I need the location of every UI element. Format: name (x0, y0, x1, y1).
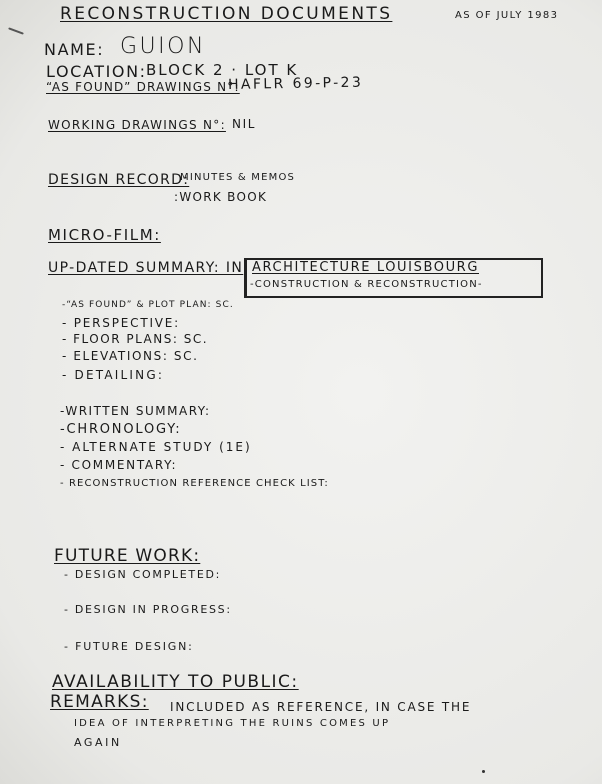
future-work-label: FUTURE WORK: (54, 546, 201, 566)
list-item: - COMMENTARY: (60, 458, 178, 472)
working-drawings-label: WORKING DRAWINGS N°: (48, 118, 226, 132)
as-found-value: HAFLR 69-P-23 (227, 74, 364, 93)
remarks-label: REMARKS: (50, 692, 149, 712)
future-work-item: - FUTURE DESIGN: (64, 640, 194, 653)
list-item: -“AS FOUND” & PLOT PLAN: SC. (62, 300, 234, 310)
list-item: - PERSPECTIVE: (62, 316, 181, 330)
name-value: GUION (120, 34, 206, 59)
remarks-line-3: AGAIN (74, 736, 122, 749)
document-date: AS OF JULY 1983 (455, 10, 559, 21)
remarks-line-1: INCLUDED AS REFERENCE, IN CASE THE (170, 700, 472, 714)
design-record-item-workbook: :WORK BOOK (174, 190, 268, 204)
list-item: -CHRONOLOGY: (60, 422, 182, 437)
list-item: - DETAILING: (62, 368, 165, 382)
list-item: - FLOOR PLANS: SC. (62, 332, 209, 346)
micro-film-label: MICRO-FILM: (48, 226, 161, 244)
future-work-item: - DESIGN COMPLETED: (64, 568, 222, 581)
reference-title: ARCHITECTURE LOUISBOURG (252, 260, 479, 275)
availability-label: AVAILABILITY TO PUBLIC: (52, 672, 299, 692)
as-found-label: “AS FOUND” DRAWINGS N°: (46, 80, 240, 94)
location-value: BLOCK 2 · LOT K (146, 61, 299, 79)
design-record-item-minutes: MINUTES & MEMOS (180, 172, 296, 183)
working-drawings-value: NIL (232, 117, 257, 131)
name-label: NAME: (44, 40, 105, 59)
list-item: - ELEVATIONS: SC. (62, 349, 199, 363)
updated-summary-label: UP-DATED SUMMARY: IN (48, 260, 244, 276)
list-item: - ALTERNATE STUDY (1E) (60, 440, 252, 454)
reference-subtitle: -CONSTRUCTION & RECONSTRUCTION- (250, 279, 483, 290)
design-record-label: DESIGN RECORD: (48, 172, 190, 188)
list-item: -WRITTEN SUMMARY: (60, 404, 211, 418)
future-work-item: - DESIGN IN PROGRESS: (64, 603, 232, 616)
list-item: - RECONSTRUCTION REFERENCE CHECK LIST: (60, 478, 329, 489)
scan-speck (482, 770, 485, 773)
location-label: LOCATION: (46, 62, 147, 81)
document-title: RECONSTRUCTION DOCUMENTS (60, 4, 393, 24)
scan-speck (8, 27, 24, 34)
remarks-line-2: IDEA OF INTERPRETING THE RUINS COMES UP (74, 718, 391, 729)
